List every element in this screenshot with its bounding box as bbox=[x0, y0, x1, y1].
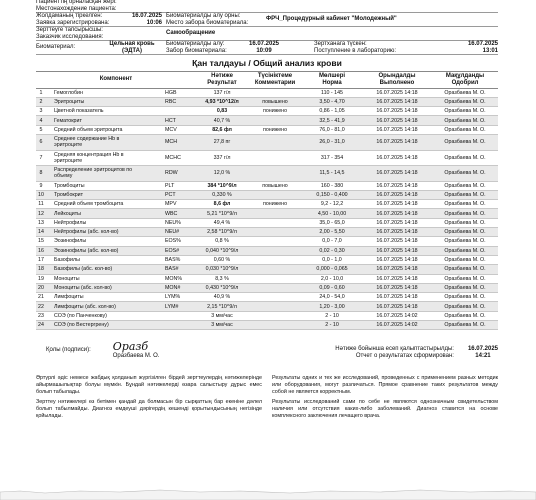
completed-time: 16.07.2025 14:18 bbox=[362, 237, 432, 246]
result-comment bbox=[248, 246, 302, 255]
result-value: 0,040 *10^9/л bbox=[196, 246, 248, 255]
analyte-name: Нейтрофилы bbox=[46, 218, 164, 227]
report-time: 14:21 bbox=[475, 353, 491, 360]
biomaterial-value-2: (ЭДТА) bbox=[121, 47, 142, 54]
row-number: 13 bbox=[36, 218, 46, 227]
report-formed-label-ru: Отчет о результатах сформирован: bbox=[355, 353, 454, 360]
reference-norm: 0,0 - 7,0 bbox=[302, 237, 362, 246]
analyte-name: Гемоглобин bbox=[46, 88, 164, 97]
analyte-code: MCH bbox=[164, 135, 196, 151]
row-number: 11 bbox=[36, 200, 46, 209]
col-comment: Түсініктеме Комментарии bbox=[248, 71, 302, 88]
approved-by: Оразбаева М. О. bbox=[432, 116, 498, 125]
table-row bbox=[36, 150, 498, 166]
reference-norm: 2,00 - 5,50 bbox=[302, 228, 362, 237]
result-value: 0,330 % bbox=[196, 190, 248, 199]
completed-time: 16.07.2025 14:18 bbox=[362, 274, 432, 283]
completed-time: 16.07.2025 14:18 bbox=[362, 150, 432, 166]
disclaimer-kz bbox=[36, 375, 262, 420]
approved-by: Оразбаева М. О. bbox=[432, 274, 498, 283]
analyte-code bbox=[164, 107, 196, 116]
completed-time: 16.07.2025 14:18 bbox=[362, 283, 432, 292]
analyte-name: Цветной показатель bbox=[46, 107, 164, 116]
table-row bbox=[36, 293, 498, 302]
row-number: 7 bbox=[36, 150, 46, 166]
customer-label-ru: Заказчик исследования: bbox=[36, 33, 104, 40]
result-comment bbox=[248, 265, 302, 274]
result-value: 0,83 bbox=[196, 107, 248, 116]
reference-norm: 11,5 - 14,5 bbox=[302, 166, 362, 182]
sample-taken-time: 10:09 bbox=[256, 47, 272, 54]
row-number: 16 bbox=[36, 246, 46, 255]
reference-norm: 0,09 - 0,60 bbox=[302, 283, 362, 292]
result-comment: понижено bbox=[248, 107, 302, 116]
customer-value: Самообращение bbox=[166, 30, 216, 37]
completed-time: 16.07.2025 14:18 bbox=[362, 302, 432, 311]
result-value: 8,6 фл bbox=[196, 200, 248, 209]
result-comment: понижено bbox=[248, 200, 302, 209]
approved-by: Оразбаева М. О. bbox=[432, 125, 498, 134]
approved-by: Оразбаева М. О. bbox=[432, 237, 498, 246]
completed-time: 16.07.2025 14:18 bbox=[362, 228, 432, 237]
reference-norm: 9,2 - 12,2 bbox=[302, 200, 362, 209]
approved-by: Оразбаева М. О. bbox=[432, 302, 498, 311]
result-comment bbox=[248, 150, 302, 166]
approved-by: Оразбаева М. О. bbox=[432, 190, 498, 199]
analyte-name: Эозинофилы (абс. кол-во) bbox=[46, 246, 164, 255]
analyte-name: Моноциты (абс. кол-во) bbox=[46, 283, 164, 292]
table-row bbox=[36, 228, 498, 237]
table-row bbox=[36, 218, 498, 227]
result-comment bbox=[248, 274, 302, 283]
table-row bbox=[36, 274, 498, 283]
reference-norm: 110 - 145 bbox=[302, 88, 362, 97]
completed-time: 16.07.2025 14:18 bbox=[362, 293, 432, 302]
row-number: 2 bbox=[36, 97, 46, 106]
result-comment: понижено bbox=[248, 125, 302, 134]
completed-time: 16.07.2025 14:02 bbox=[362, 320, 432, 329]
result-value: 40,9 % bbox=[196, 293, 248, 302]
row-number: 12 bbox=[36, 209, 46, 218]
row-number: 21 bbox=[36, 293, 46, 302]
approved-by: Оразбаева М. О. bbox=[432, 265, 498, 274]
completed-time: 16.07.2025 14:18 bbox=[362, 209, 432, 218]
result-value: 384 *10^9/л bbox=[196, 181, 248, 190]
analyte-code: RDW bbox=[164, 166, 196, 182]
result-comment bbox=[248, 237, 302, 246]
reference-norm: 35,0 - 65,0 bbox=[302, 218, 362, 227]
result-value: 49,4 % bbox=[196, 218, 248, 227]
analyte-code: LYM% bbox=[164, 293, 196, 302]
analyte-name: Средний объем эритроцита bbox=[46, 125, 164, 134]
row-number: 8 bbox=[36, 166, 46, 182]
disclaimer bbox=[36, 375, 498, 420]
row-number: 9 bbox=[36, 181, 46, 190]
analyte-code: WBC bbox=[164, 209, 196, 218]
result-value: 337 г/л bbox=[196, 150, 248, 166]
approved-by: Оразбаева М. О. bbox=[432, 88, 498, 97]
approved-by: Оразбаева М. О. bbox=[432, 218, 498, 227]
row-number: 17 bbox=[36, 255, 46, 264]
completed-time: 16.07.2025 14:18 bbox=[362, 181, 432, 190]
row-number: 3 bbox=[36, 107, 46, 116]
reference-norm: 2,0 - 10,0 bbox=[302, 274, 362, 283]
result-comment bbox=[248, 255, 302, 264]
reference-norm: 1,20 - 3,00 bbox=[302, 302, 362, 311]
row-number: 5 bbox=[36, 125, 46, 134]
col-approved: Мақұлданды Одобрил bbox=[432, 71, 498, 88]
row-number: 4 bbox=[36, 116, 46, 125]
analyte-code: BAS# bbox=[164, 265, 196, 274]
request-date: 16.07.2025 bbox=[131, 12, 162, 19]
reference-norm: 0,86 - 1,05 bbox=[302, 107, 362, 116]
completed-time: 16.07.2025 14:18 bbox=[362, 97, 432, 106]
analyte-name: СОЭ (по Вестергрену) bbox=[46, 320, 164, 329]
result-value: 3 мм/час bbox=[196, 311, 248, 320]
analyte-name: СОЭ (по Панченкову) bbox=[46, 311, 164, 320]
analyte-code: BAS% bbox=[164, 255, 196, 264]
approved-by: Оразбаева М. О. bbox=[432, 181, 498, 190]
reference-norm: 0,0 - 1,0 bbox=[302, 255, 362, 264]
result-value: 0,030 *10^9/л bbox=[196, 265, 248, 274]
completed-time: 16.07.2025 14:18 bbox=[362, 265, 432, 274]
result-value: 0,8 % bbox=[196, 237, 248, 246]
analyte-code: LYM# bbox=[164, 302, 196, 311]
result-value: 2,15 *10^9/л bbox=[196, 302, 248, 311]
analyte-name: Лимфоциты (абс. кол-во) bbox=[46, 302, 164, 311]
reference-norm: 26,0 - 31,0 bbox=[302, 135, 362, 151]
approved-by: Оразбаева М. О. bbox=[432, 283, 498, 292]
result-comment bbox=[248, 320, 302, 329]
reference-norm: 317 - 354 bbox=[302, 150, 362, 166]
disclaimer-ru-2: Результаты исследований сами по себе не являются однозначным свидетельством наличия или отсутствия каких-либо заболеваний. Диагноз ставится на основе комплексного заключения лечащего врача. bbox=[272, 399, 498, 420]
approved-by: Оразбаева М. О. bbox=[432, 135, 498, 151]
request-time: 10:06 bbox=[146, 19, 162, 26]
approved-by: Оразбаева М. О. bbox=[432, 255, 498, 264]
result-value: 137 г/л bbox=[196, 88, 248, 97]
analyte-code: PLT bbox=[164, 181, 196, 190]
analyte-code: MON% bbox=[164, 274, 196, 283]
result-comment bbox=[248, 166, 302, 182]
completed-time: 16.07.2025 14:18 bbox=[362, 125, 432, 134]
analyte-code: MCV bbox=[164, 125, 196, 134]
report-title: Қан талдауы / Общий анализ крови bbox=[192, 58, 342, 68]
reference-norm: 0,02 - 0,30 bbox=[302, 246, 362, 255]
completed-time: 16.07.2025 14:18 bbox=[362, 135, 432, 151]
completed-time: 16.07.2025 14:18 bbox=[362, 200, 432, 209]
result-comment bbox=[248, 135, 302, 151]
handwritten-signature: Оразб bbox=[112, 339, 149, 353]
reference-norm: 2 - 10 bbox=[302, 320, 362, 329]
result-value: 27,8 пг bbox=[196, 135, 248, 151]
table-header-row bbox=[36, 71, 498, 88]
disclaimer-kz-2: Зерттеу нәтижелері өз бетімен қандай да болмасын бір сырқаттың бар екеніне дәлел болып табылмайды. Диагноз емдеуші дәрігердің кешенді қорытындысының негізінде қойылады. bbox=[36, 399, 262, 420]
reference-norm: 24,0 - 54,0 bbox=[302, 293, 362, 302]
analyte-name: Нейтрофилы (абс. кол-во) bbox=[46, 228, 164, 237]
reference-norm: 2 - 10 bbox=[302, 311, 362, 320]
approved-by: Оразбаева М. О. bbox=[432, 228, 498, 237]
result-comment bbox=[248, 209, 302, 218]
table-row bbox=[36, 311, 498, 320]
row-number: 24 bbox=[36, 320, 46, 329]
report-header bbox=[36, 0, 498, 55]
row-number: 14 bbox=[36, 228, 46, 237]
sample-taken-label: Биоматериалды алу: bbox=[166, 40, 225, 47]
analyte-code: NEU# bbox=[164, 228, 196, 237]
analyte-code bbox=[164, 320, 196, 329]
patient-location-label: Пациенттің орналасқан жері: bbox=[36, 0, 117, 6]
result-comment: повышено bbox=[248, 181, 302, 190]
approved-by: Оразбаева М. О. bbox=[432, 166, 498, 182]
completed-time: 16.07.2025 14:18 bbox=[362, 190, 432, 199]
analyte-code: HGB bbox=[164, 88, 196, 97]
result-comment bbox=[248, 302, 302, 311]
result-comment bbox=[248, 190, 302, 199]
row-number: 18 bbox=[36, 265, 46, 274]
row-number: 6 bbox=[36, 135, 46, 151]
sample-taken-label-ru: Забор биоматериала: bbox=[166, 47, 227, 54]
result-value: 40,7 % bbox=[196, 116, 248, 125]
biomaterial-label: Биоматериал: bbox=[36, 44, 76, 51]
row-number: 19 bbox=[36, 274, 46, 283]
row-number: 1 bbox=[36, 88, 46, 97]
table-row bbox=[36, 166, 498, 182]
request-registered-label-ru: Заявка зарегистрирована: bbox=[36, 19, 110, 26]
row-number: 23 bbox=[36, 311, 46, 320]
disclaimer-kz-1: Әртүрлі әдіс немесе жабдық қолданып жүргізілген бірдей зерттеулердің нәтижелерінде айырмашылықтар болуы мүмкін. Бұндай нәтижелерді өзара салыстыру дұрыс емес болып табылады. bbox=[36, 375, 262, 396]
result-value: 0,430 *10^9/л bbox=[196, 283, 248, 292]
table-row bbox=[36, 200, 498, 209]
lab-received-label: Зертханага түскен: bbox=[314, 40, 367, 47]
analyte-name: Средняя концентрация Hb в эритроците bbox=[46, 150, 164, 166]
report-footer bbox=[36, 338, 498, 360]
result-comment: повышено bbox=[248, 97, 302, 106]
table-row bbox=[36, 237, 498, 246]
sampling-place-value: ФРЧ_Процедурный кабинет "Молодежный" bbox=[266, 16, 397, 23]
analyte-code: MON# bbox=[164, 283, 196, 292]
analyte-code: HCT bbox=[164, 116, 196, 125]
table-row bbox=[36, 283, 498, 292]
analyte-code: NEU% bbox=[164, 218, 196, 227]
result-value: 12,0 % bbox=[196, 166, 248, 182]
table-row bbox=[36, 190, 498, 199]
completed-time: 16.07.2025 14:18 bbox=[362, 107, 432, 116]
completed-time: 16.07.2025 14:18 bbox=[362, 116, 432, 125]
completed-time: 16.07.2025 14:18 bbox=[362, 88, 432, 97]
reference-norm: 0,150 - 0,400 bbox=[302, 190, 362, 199]
analyte-name: Тромбокрит bbox=[46, 190, 164, 199]
patient-location-label-ru: Местонахождение пациента: bbox=[36, 6, 117, 12]
table-row bbox=[36, 135, 498, 151]
request-registered-label: Жолдаманың тіркелген: bbox=[36, 12, 103, 19]
table-row bbox=[36, 209, 498, 218]
table-row bbox=[36, 125, 498, 134]
table-row bbox=[36, 246, 498, 255]
analyte-name: Базофилы (абс. кол-во) bbox=[46, 265, 164, 274]
table-row bbox=[36, 97, 498, 106]
result-comment bbox=[248, 228, 302, 237]
table-row bbox=[36, 302, 498, 311]
table-row bbox=[36, 107, 498, 116]
report-date: 16.07.2025 bbox=[467, 346, 498, 353]
col-result: Нәтиже Результат bbox=[196, 71, 248, 88]
table-row bbox=[36, 265, 498, 274]
result-comment bbox=[248, 293, 302, 302]
approved-by: Оразбаева М. О. bbox=[432, 293, 498, 302]
col-done: Орындалды Выполнено bbox=[362, 71, 432, 88]
result-value: 0,60 % bbox=[196, 255, 248, 264]
result-value: 2,58 *10^9/л bbox=[196, 228, 248, 237]
reference-norm: 160 - 380 bbox=[302, 181, 362, 190]
analyte-name: Распределение эритроцитов по объему bbox=[46, 166, 164, 182]
lab-received-time: 13:01 bbox=[482, 47, 498, 54]
result-comment bbox=[248, 218, 302, 227]
completed-time: 16.07.2025 14:18 bbox=[362, 255, 432, 264]
row-number: 22 bbox=[36, 302, 46, 311]
sampling-place-label: Биоматериалды алу орны: bbox=[166, 12, 241, 19]
customer-label: Зерттеуге тапсырысшы: bbox=[36, 26, 103, 33]
biomaterial-value: Цельная кровь bbox=[109, 40, 155, 47]
row-number: 10 bbox=[36, 190, 46, 199]
reference-norm: 4,50 - 10,00 bbox=[302, 209, 362, 218]
lab-received-label-ru: Поступление в лабораторию: bbox=[314, 47, 397, 54]
analyte-name: Эозинофилы bbox=[46, 237, 164, 246]
analyte-code: EOS# bbox=[164, 246, 196, 255]
row-number: 15 bbox=[36, 237, 46, 246]
analyte-code: EOS% bbox=[164, 237, 196, 246]
analyte-name: Среднее содержание Hb в эритроците bbox=[46, 135, 164, 151]
result-comment bbox=[248, 311, 302, 320]
analyte-code bbox=[164, 311, 196, 320]
col-component: Компонент bbox=[36, 71, 196, 88]
analyte-name: Тромбоциты bbox=[46, 181, 164, 190]
signature-label: Қолы (подписи): bbox=[46, 347, 91, 354]
sample-taken-date: 16.07.2025 bbox=[248, 40, 280, 47]
col-norm: Мөлшері Норма bbox=[302, 71, 362, 88]
signature-name: Оразбаева М. О. bbox=[112, 353, 160, 360]
sampling-place-label-ru: Место забора биоматериала: bbox=[166, 19, 249, 26]
result-value: 5,21 *10^9/л bbox=[196, 209, 248, 218]
analyte-name: Эритроциты bbox=[46, 97, 164, 106]
row-number: 20 bbox=[36, 283, 46, 292]
result-value: 82,6 фл bbox=[196, 125, 248, 134]
analyte-name: Моноциты bbox=[46, 274, 164, 283]
result-value: 4,93 *10^12/л bbox=[196, 97, 248, 106]
results-table bbox=[36, 71, 498, 331]
report-formed-label: Нәтиже бойынша есеп қалыптастырылды: bbox=[335, 346, 454, 353]
approved-by: Оразбаева М. О. bbox=[432, 97, 498, 106]
completed-time: 16.07.2025 14:18 bbox=[362, 246, 432, 255]
reference-norm: 76,0 - 81,0 bbox=[302, 125, 362, 134]
approved-by: Оразбаева М. О. bbox=[432, 107, 498, 116]
result-value: 3 мм/час bbox=[196, 320, 248, 329]
table-row bbox=[36, 88, 498, 97]
result-comment bbox=[248, 116, 302, 125]
reference-norm: 0,000 - 0,065 bbox=[302, 265, 362, 274]
approved-by: Оразбаева М. О. bbox=[432, 150, 498, 166]
disclaimer-ru bbox=[272, 375, 498, 420]
analyte-name: Гематокрит bbox=[46, 116, 164, 125]
torn-paper-edge bbox=[0, 482, 536, 500]
result-value: 8,3 % bbox=[196, 274, 248, 283]
table-row bbox=[36, 320, 498, 329]
table-row bbox=[36, 255, 498, 264]
reference-norm: 32,5 - 41,9 bbox=[302, 116, 362, 125]
completed-time: 16.07.2025 14:02 bbox=[362, 311, 432, 320]
approved-by: Оразбаева М. О. bbox=[432, 209, 498, 218]
analyte-name: Средний объем тромбоцита bbox=[46, 200, 164, 209]
lab-received-date: 16.07.2025 bbox=[467, 40, 498, 47]
result-comment bbox=[248, 283, 302, 292]
approved-by: Оразбаева М. О. bbox=[432, 200, 498, 209]
result-comment bbox=[248, 88, 302, 97]
table-row bbox=[36, 116, 498, 125]
approved-by: Оразбаева М. О. bbox=[432, 311, 498, 320]
analyte-code: RBC bbox=[164, 97, 196, 106]
analyte-name: Лейкоциты bbox=[46, 209, 164, 218]
table-row bbox=[36, 181, 498, 190]
completed-time: 16.07.2025 14:18 bbox=[362, 218, 432, 227]
analyte-name: Лимфоциты bbox=[46, 293, 164, 302]
reference-norm: 3,50 - 4,70 bbox=[302, 97, 362, 106]
analyte-code: PCT bbox=[164, 190, 196, 199]
disclaimer-ru-1: Результаты одних и тех же исследований, проведенных с применением разных методик или оборудования, могут различаться. Прямое сравнение таких результатов между собой не является корректным. bbox=[272, 375, 498, 396]
analyte-code: MCHC bbox=[164, 150, 196, 166]
approved-by: Оразбаева М. О. bbox=[432, 320, 498, 329]
analyte-code: MPV bbox=[164, 200, 196, 209]
analyte-name: Базофилы bbox=[46, 255, 164, 264]
approved-by: Оразбаева М. О. bbox=[432, 246, 498, 255]
completed-time: 16.07.2025 14:18 bbox=[362, 166, 432, 182]
